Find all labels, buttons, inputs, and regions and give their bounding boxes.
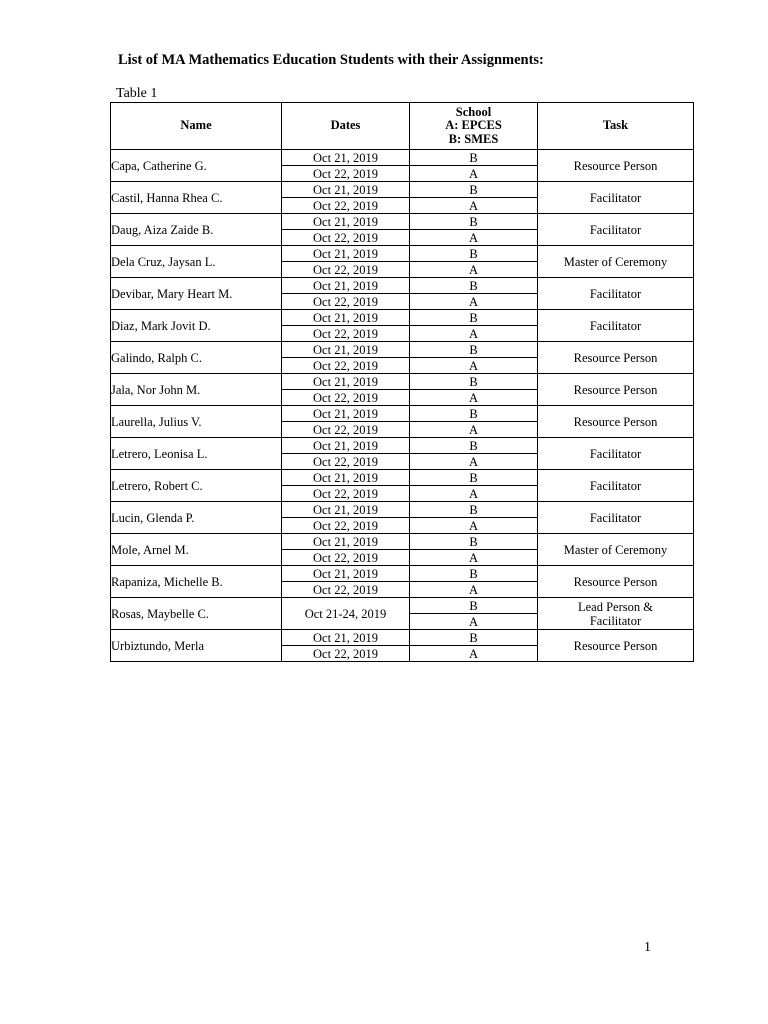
assignment-date: Oct 22, 2019 (282, 422, 410, 438)
assignment-date: Oct 22, 2019 (282, 582, 410, 598)
school-code: B (410, 150, 538, 166)
assignment-date: Oct 21, 2019 (282, 374, 410, 390)
school-code: A (410, 454, 538, 470)
table-row (111, 566, 694, 582)
assignment-date: Oct 22, 2019 (282, 358, 410, 374)
student-name: Castil, Hanna Rhea C. (111, 182, 282, 214)
assignment-date: Oct 22, 2019 (282, 646, 410, 662)
task: Facilitator (538, 470, 694, 502)
header-school-line: B: SMES (448, 131, 499, 146)
table-row (111, 182, 694, 198)
table-row (111, 214, 694, 230)
school-code: B (410, 438, 538, 454)
assignment-date: Oct 21, 2019 (282, 406, 410, 422)
header-school-line: A: EPCES (445, 118, 502, 133)
table-row (111, 278, 694, 294)
assignment-date: Oct 21, 2019 (282, 310, 410, 326)
task: Facilitator (538, 438, 694, 470)
assignment-date: Oct 22, 2019 (282, 294, 410, 310)
school-code: A (410, 422, 538, 438)
table-row (111, 246, 694, 262)
header-dates: Dates (282, 103, 410, 150)
school-code: B (410, 310, 538, 326)
assignment-date: Oct 22, 2019 (282, 486, 410, 502)
assignment-date: Oct 21, 2019 (282, 438, 410, 454)
task: Facilitator (538, 278, 694, 310)
page-number: 1 (644, 940, 651, 955)
task: Facilitator (538, 310, 694, 342)
student-name: Laurella, Julius V. (111, 406, 282, 438)
student-name: Urbiztundo, Merla (111, 630, 282, 662)
assignment-date: Oct 22, 2019 (282, 230, 410, 246)
school-code: A (410, 582, 538, 598)
header-name: Name (111, 103, 282, 150)
table-body (111, 150, 694, 662)
school-code: A (410, 614, 538, 630)
assignment-date: Oct 21, 2019 (282, 470, 410, 486)
task (538, 598, 694, 630)
assignment-date: Oct 21, 2019 (282, 278, 410, 294)
student-name: Devibar, Mary Heart M. (111, 278, 282, 310)
school-code: B (410, 374, 538, 390)
table-header-row (111, 103, 694, 150)
assignment-date: Oct 22, 2019 (282, 390, 410, 406)
student-name: Galindo, Ralph C. (111, 342, 282, 374)
student-name: Lucin, Glenda P. (111, 502, 282, 534)
assignment-date: Oct 21, 2019 (282, 502, 410, 518)
assignment-date: Oct 22, 2019 (282, 550, 410, 566)
table-row (111, 342, 694, 358)
student-name: Mole, Arnel M. (111, 534, 282, 566)
task: Master of Ceremony (538, 534, 694, 566)
table-row (111, 406, 694, 422)
student-name: Jala, Nor John M. (111, 374, 282, 406)
table-row (111, 630, 694, 646)
assignment-date: Oct 22, 2019 (282, 518, 410, 534)
assignment-date: Oct 21, 2019 (282, 150, 410, 166)
school-code: B (410, 214, 538, 230)
table-row (111, 310, 694, 326)
school-code: A (410, 294, 538, 310)
table-row (111, 150, 694, 166)
school-code: A (410, 262, 538, 278)
school-code: B (410, 246, 538, 262)
assignment-date: Oct 21-24, 2019 (282, 598, 410, 630)
school-code: A (410, 358, 538, 374)
school-code: B (410, 406, 538, 422)
assignment-date: Oct 21, 2019 (282, 534, 410, 550)
school-code: B (410, 342, 538, 358)
school-code: B (410, 534, 538, 550)
task: Resource Person (538, 342, 694, 374)
table-row (111, 502, 694, 518)
student-name: Capa, Catherine G. (111, 150, 282, 182)
task: Facilitator (538, 182, 694, 214)
school-code: A (410, 518, 538, 534)
table-row (111, 598, 694, 614)
task: Resource Person (538, 374, 694, 406)
task: Resource Person (538, 566, 694, 598)
school-code: B (410, 502, 538, 518)
task: Resource Person (538, 406, 694, 438)
header-school (410, 103, 538, 150)
assignment-date: Oct 22, 2019 (282, 454, 410, 470)
school-code: A (410, 198, 538, 214)
table-row (111, 534, 694, 550)
school-code: B (410, 630, 538, 646)
table-caption: Table 1 (116, 86, 158, 101)
school-code: A (410, 646, 538, 662)
table-row (111, 470, 694, 486)
document-title: List of MA Mathematics Education Students with their Assignments: (118, 52, 544, 68)
student-name: Dela Cruz, Jaysan L. (111, 246, 282, 278)
school-code: A (410, 486, 538, 502)
school-code: B (410, 278, 538, 294)
table-row (111, 374, 694, 390)
table-row (111, 438, 694, 454)
school-code: A (410, 326, 538, 342)
assignment-date: Oct 21, 2019 (282, 630, 410, 646)
task-line: Facilitator (589, 613, 642, 628)
student-name: Letrero, Leonisa L. (111, 438, 282, 470)
assignment-date: Oct 21, 2019 (282, 214, 410, 230)
student-name: Rosas, Maybelle C. (111, 598, 282, 630)
task: Facilitator (538, 214, 694, 246)
assignment-date: Oct 22, 2019 (282, 326, 410, 342)
school-code: A (410, 166, 538, 182)
school-code: B (410, 182, 538, 198)
header-task: Task (538, 103, 694, 150)
assignment-date: Oct 22, 2019 (282, 262, 410, 278)
school-code: B (410, 566, 538, 582)
task: Resource Person (538, 630, 694, 662)
assignment-date: Oct 22, 2019 (282, 166, 410, 182)
assignment-date: Oct 21, 2019 (282, 182, 410, 198)
task: Facilitator (538, 502, 694, 534)
school-code: A (410, 230, 538, 246)
school-code: A (410, 390, 538, 406)
student-name: Rapaniza, Michelle B. (111, 566, 282, 598)
assignments-table (110, 102, 694, 662)
task: Resource Person (538, 150, 694, 182)
school-code: B (410, 470, 538, 486)
task-line: Lead Person & (578, 599, 653, 614)
student-name: Daug, Aiza Zaide B. (111, 214, 282, 246)
school-code: B (410, 598, 538, 614)
school-code: A (410, 550, 538, 566)
assignment-date: Oct 22, 2019 (282, 198, 410, 214)
student-name: Diaz, Mark Jovit D. (111, 310, 282, 342)
assignment-date: Oct 21, 2019 (282, 246, 410, 262)
assignment-date: Oct 21, 2019 (282, 342, 410, 358)
assignment-date: Oct 21, 2019 (282, 566, 410, 582)
task: Master of Ceremony (538, 246, 694, 278)
header-school-line: School (455, 104, 492, 119)
student-name: Letrero, Robert C. (111, 470, 282, 502)
